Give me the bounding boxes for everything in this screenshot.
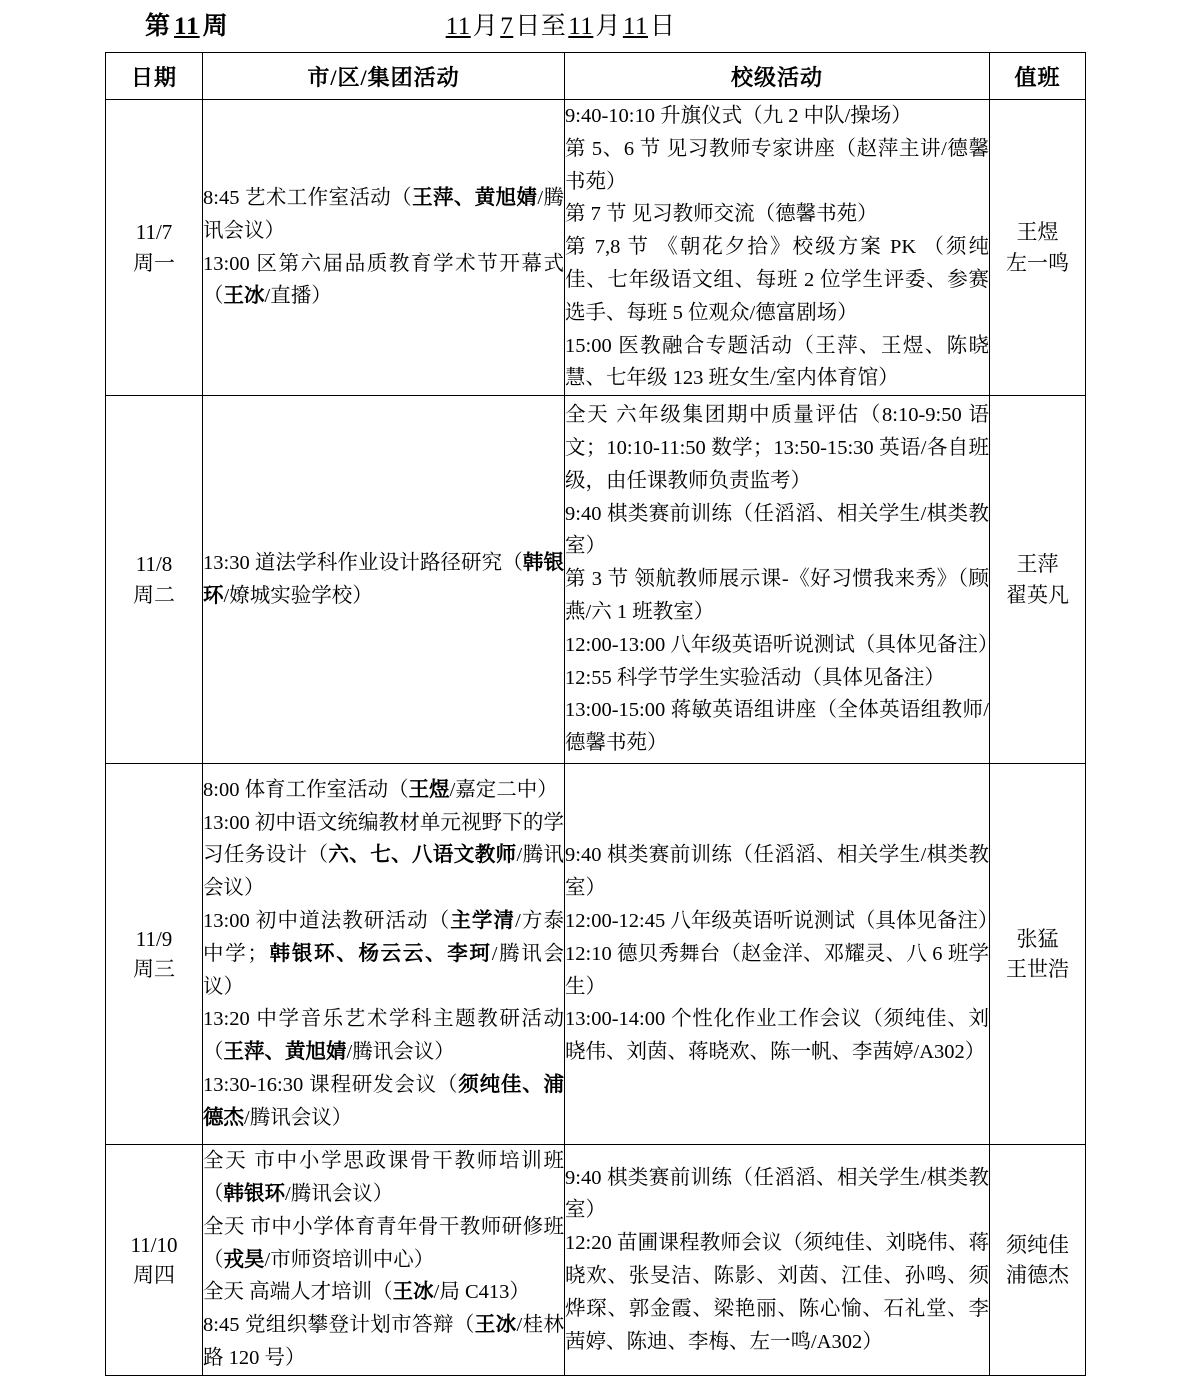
activity-person: 王煜 [408,778,450,801]
table-row [106,1145,1086,1376]
activity-line [203,248,564,314]
school-activity-cell [565,764,999,1145]
city-activity-cell [203,764,565,1145]
table-row [106,764,1086,1145]
duty-person: 王萍 [1016,552,1059,577]
duty-person: 王世浩 [1006,957,1069,982]
activity-text: 12:10 德贝秀舞台（赵金洋、邓耀灵、八 6 班学生） [565,942,989,998]
activity-line [203,1145,564,1211]
activity-line [565,938,989,1004]
activity-person: 王冰 [474,1314,517,1337]
day-char-1: 日 [515,13,541,40]
activity-text: 8:45 艺术工作室活动（ [203,186,413,209]
activity-text: /腾讯会议） [346,1041,455,1064]
activity-text: 8:45 党组织攀登计划市答辩（ [203,1314,475,1337]
weekday-value: 周三 [133,957,175,982]
activity-line [203,182,564,248]
activity-line [203,1069,564,1135]
activity-line [565,1227,989,1358]
activity-text: /腾讯会议） [203,186,565,242]
activity-text: /市师资培训中心） [264,1248,435,1271]
activity-text: 9:40 棋类赛前训练（任滔滔、相关学生/棋类教室） [565,502,989,558]
activity-person: 王冰 [392,1281,434,1304]
activity-text: /嘉定二中） [449,778,558,801]
activity-text: 全天 市中小学思政课骨干教师培训班（ [203,1150,564,1205]
activity-text: /腾讯会议） [244,1106,353,1129]
activity-line [565,1003,989,1069]
activity-line [565,498,989,564]
date-cell [106,764,203,1145]
schedule-body [106,100,1086,1376]
activity-text: 全天 六年级集团期中质量评估（8:10-9:50 语文；10:10-11:50 数学；13:50-15:30 英语/各自班级，由任课教师负责监考） [565,404,989,492]
activity-line [565,133,989,199]
activity-text: /方泰中学； [203,909,565,965]
activity-text: /腾讯会议） [285,1182,394,1205]
activity-line [203,1276,564,1309]
activity-text: 12:00-13:00 八年级英语听说测试（具体见备注） [565,633,999,656]
activity-person: 王萍、黄旭婧 [412,186,538,209]
activity-text: 全天 高端人才培训（ [203,1281,393,1304]
date-value: 11/10 [130,1232,178,1257]
column-header-city-activity: 市/区/集团活动 [203,53,565,100]
activity-person: 韩银环、杨云云、李珂 [267,942,492,965]
activity-text: 13:00-15:00 蒋敏英语组讲座（全体英语组教师/德馨书苑） [565,699,989,755]
school-activity-cell [565,100,990,396]
activity-person: 须纯佳、浦德杰 [203,1073,564,1129]
activity-line [203,1003,564,1069]
activity-person: 主学清 [450,909,516,932]
activity-person: 韩银环 [203,551,565,607]
date-cell [106,100,203,396]
weekday-value: 周二 [133,582,175,607]
activity-text: 第 7,8 节 《朝花夕拾》校级方案 PK （须纯佳、七年级语文组、每班 2 位学生评委、参赛选手、每班 5 位观众/德富剧场） [565,236,989,324]
date-value: 11/8 [135,552,173,577]
week-title [145,6,229,42]
duty-cell [990,764,1086,1145]
duty-person: 浦德杰 [1006,1262,1069,1287]
activity-line [565,662,989,695]
weekly-schedule-table [105,52,1086,1376]
activity-line [203,1211,564,1277]
activity-line [565,629,999,662]
duty-person: 须纯佳 [1006,1232,1069,1257]
activity-text: 13:20 中学音乐艺术学科主题教研活动（ [203,1008,564,1064]
week-suffix: 周 [202,13,229,40]
activity-text: 9:40-10:10 升旗仪式（九 2 中队/操场） [565,105,912,127]
activity-text: 12:55 科学节学生实验活动（具体见备注） [565,666,945,689]
duty-person: 翟英凡 [1006,582,1069,607]
activity-line [565,694,989,760]
activity-line [565,563,989,629]
day-char-2: 日 [649,13,676,40]
activity-text: 13:00-14:00 个性化作业工作会议（须纯佳、刘晓伟、刘茵、蒋晓欢、陈一帆、李茜婷/A302） [565,1008,989,1064]
duty-cell [990,100,1086,396]
city-activity-cell [203,396,565,764]
document-header [105,0,1086,52]
column-header-date: 日期 [106,53,203,100]
school-activity-cell [565,396,999,764]
activity-text: 13:00 区第六届品质教育学术节开幕式（ [203,252,564,308]
activity-text: 12:00-12:45 八年级英语听说测试（具体见备注） [565,909,999,932]
activity-text: 12:20 苗圃课程教师会议（须纯佳、刘晓伟、蒋晓欢、张旻洁、陈影、刘茵、江佳、孙鸣、须烨琛、郭金霞、梁艳丽、陈心愉、石礼堂、李茜婷、陈迪、李梅、左一鸣/A302） [565,1232,989,1353]
city-activity-cell [203,100,565,396]
activity-text: 第 5、6 节 见习教师专家讲座（赵萍主讲/德馨书苑） [565,137,989,193]
activity-line [203,807,564,905]
activity-line [565,1162,989,1228]
activity-text: /嫽城实验学校） [223,584,373,607]
duty-cell [990,396,1086,764]
activity-text: 13:30 道法学科作业设计路径研究（ [203,551,523,574]
activity-person: 戎昊 [223,1248,265,1271]
table-header-row [106,53,1086,100]
table-row [106,100,1086,396]
month-char-1: 月 [472,13,499,40]
activity-text: /直播） [264,285,332,308]
city-activity-cell [203,1145,565,1376]
date-value: 11/7 [135,220,173,245]
table-row [106,396,1086,764]
activity-line [565,399,989,497]
date-range [444,6,676,42]
activity-line [203,774,564,807]
activity-text: /腾讯会议） [203,844,565,900]
week-prefix: 第 [145,13,172,40]
activity-person: 王萍、黄旭婧 [223,1041,347,1064]
activity-person: 六、七、八语文教师 [328,844,517,867]
activity-text: 第 3 节 领航教师展示课-《好习惯我来秀》（顾燕/六 1 班教室） [565,568,989,624]
activity-text: 15:00 医教融合专题活动（王萍、王煜、陈晓慧、七年级 123 班女生/室内体育馆） [565,334,989,390]
weekday-value: 周一 [133,250,175,275]
duty-person: 左一鸣 [1006,250,1069,275]
activity-text: /桂林路 120 号） [203,1314,564,1369]
activity-person: 韩银环 [223,1182,285,1205]
activity-text: 8:00 体育工作室活动（ [203,778,409,801]
range-day-start: 7 [500,13,514,40]
range-month-end: 11 [568,13,594,40]
activity-text: /局 C413） [433,1281,530,1304]
activity-line [565,839,989,905]
activity-text: 13:30-16:30 课程研发会议（ [203,1073,459,1096]
activity-line [565,330,989,396]
range-day-end: 11 [622,13,648,40]
activity-text: 9:40 棋类赛前训练（任滔滔、相关学生/棋类教室） [565,1166,989,1222]
activity-line [203,547,564,613]
activity-text: /腾讯会议） [203,942,565,998]
date-cell [106,1145,203,1376]
date-value: 11/9 [135,926,173,951]
activity-text: 13:00 初中道法教研活动（ [203,909,451,932]
week-number: 11 [174,13,200,40]
activity-line [203,1309,564,1375]
activity-text: 第 7 节 见习教师交流（德馨书苑） [565,203,878,226]
activity-line [203,905,564,1003]
column-header-school-activity: 校级活动 [565,53,990,100]
activity-text: 全天 市中小学体育青年骨干教师研修班（ [203,1215,564,1271]
range-to-char: 至 [540,13,567,40]
month-char-2: 月 [595,13,621,40]
date-cell [106,396,203,764]
weekday-value: 周四 [133,1262,175,1287]
activity-text: 9:40 棋类赛前训练（任滔滔、相关学生/棋类教室） [565,844,989,900]
activity-line [565,100,989,133]
duty-person: 张猛 [1016,926,1059,951]
school-activity-cell [565,1145,990,1376]
activity-line [565,905,999,938]
duty-person: 王煜 [1016,220,1059,245]
duty-cell [990,1145,1086,1376]
activity-text: 13:00 初中语文统编教材单元视野下的学习任务设计（ [203,811,564,867]
activity-person: 王冰 [223,285,265,308]
activity-line [565,198,989,231]
column-header-duty: 值班 [990,53,1086,100]
range-month-start: 11 [445,13,471,40]
activity-line [565,231,989,329]
